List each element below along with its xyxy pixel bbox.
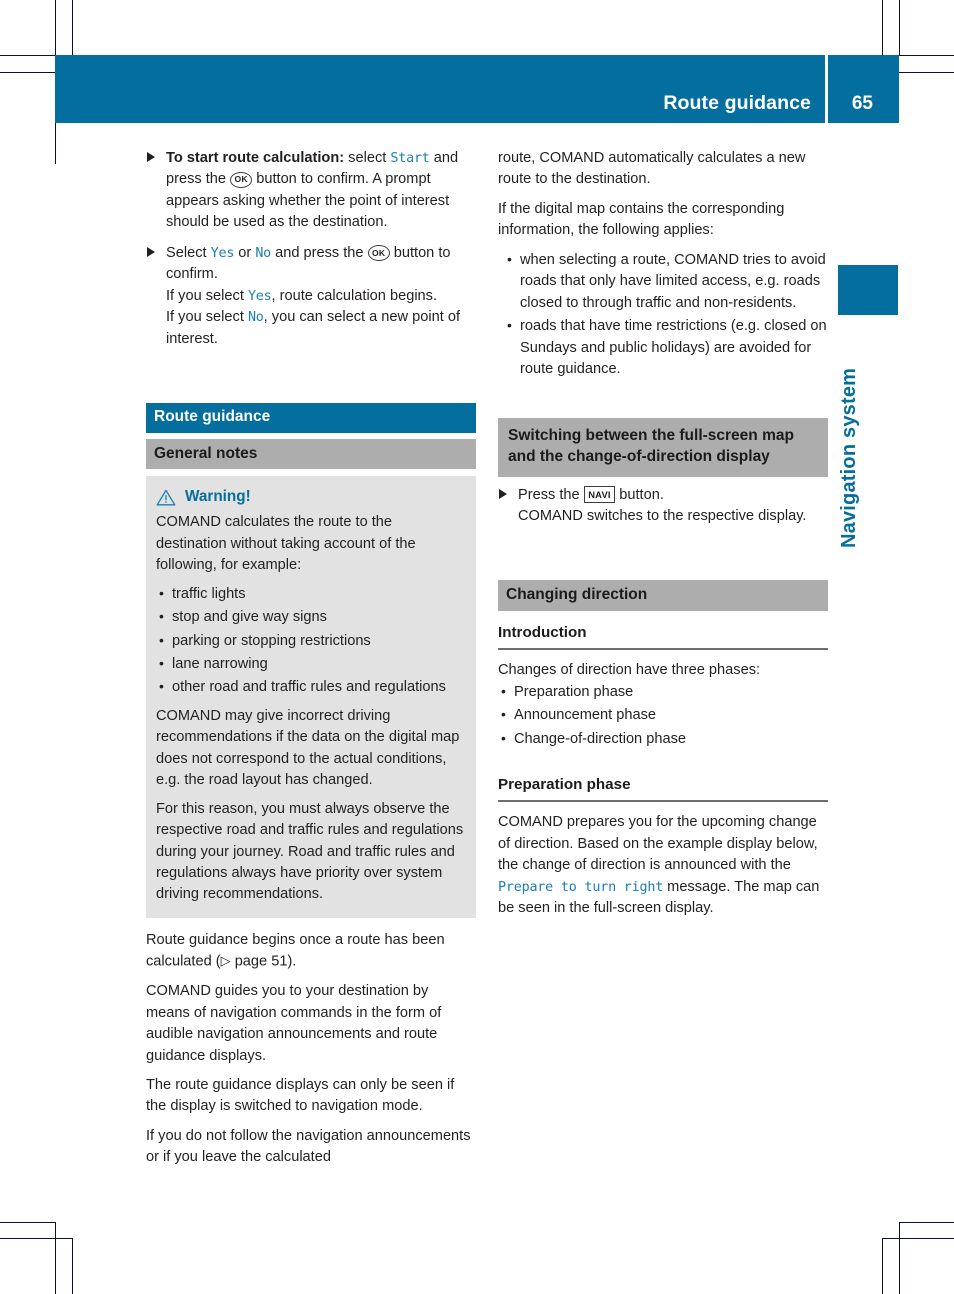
warning-title: Warning!	[185, 487, 251, 505]
warning-exclusion-list	[156, 584, 466, 699]
step2-text-a: Select	[166, 244, 211, 261]
warning-paragraph-3: For this reason, you must always observe the respective road and traffic rules and regulations during your journey. Road and traffic rules and regulations always have priority over system driving recommendations.	[156, 800, 464, 903]
cmd-no-2: No	[247, 310, 264, 326]
warning-heading	[156, 486, 466, 508]
step2-text-b: or	[234, 244, 256, 261]
list-item: • Preparation phase	[498, 682, 828, 703]
step2-text-f: , route calculation begins.	[271, 287, 438, 304]
body-paragraph-1	[146, 930, 476, 973]
page-reference-icon: ▷	[220, 953, 231, 969]
body-p1-b: page 51).	[230, 953, 297, 970]
route-conditions-list	[504, 250, 828, 381]
page-title: Route guidance	[663, 92, 811, 114]
crop-mark-bottom-left-v2	[72, 1238, 73, 1294]
chapter-tab-block	[838, 265, 898, 315]
step-text-c: button to confirm. A prompt appears asking whether the point of interest should be used as the destination.	[166, 171, 450, 231]
step-lead-label: To start route calculation:	[166, 150, 345, 166]
section-spacer	[146, 359, 476, 403]
crop-mark-bottom-left-h1	[0, 1222, 56, 1223]
crop-mark-bottom-left-v1	[55, 1222, 56, 1294]
list-item: • roads that have time restrictions (e.g. closed on Sundays and public holidays) are avoided for route guidance.	[504, 316, 828, 380]
list-item: • when selecting a route, COMAND tries to avoid roads that only have limited access, e.g. roads closed to through traffic and non-residents.	[504, 250, 828, 314]
warning-triangle-icon	[156, 489, 176, 506]
list-item: • other road and traffic rules and regulations	[156, 677, 466, 698]
procedure-step-start-calculation	[146, 148, 476, 234]
navi-step-text-a: Press the	[518, 486, 584, 503]
list-item: • Announcement phase	[498, 705, 828, 726]
crop-mark-bottom-left-h2	[0, 1238, 73, 1239]
cmd-start: Start	[390, 151, 430, 166]
navi-step-text-c: COMAND switches to the respective display.	[518, 508, 807, 525]
sub-heading-preparation-phase: Preparation phase	[498, 774, 828, 802]
step2-text-c: and press the	[271, 244, 368, 261]
section-spacer	[498, 388, 828, 418]
crop-mark-bottom-right-h1	[899, 1222, 954, 1223]
warning-box	[146, 476, 476, 918]
crop-mark-top-right-v2	[899, 0, 900, 56]
preparation-phase-text	[498, 812, 828, 919]
step2-text-d: button to confirm.	[166, 244, 451, 283]
page-number: 65	[851, 93, 873, 114]
section-spacer	[498, 536, 828, 580]
procedure-step-press-navi	[498, 485, 828, 528]
step-triangle-icon	[499, 489, 507, 499]
list-item: • traffic lights	[156, 584, 466, 605]
cmd-yes: Yes	[210, 245, 235, 261]
procedure-step-yes-no	[146, 243, 476, 350]
header-divider	[825, 55, 828, 123]
list-item: • lane narrowing	[156, 654, 466, 675]
body-paragraph-2: COMAND guides you to your destination by means of navigation commands in the form of audible navigation announcements and route guidance displays.	[146, 983, 442, 1064]
crop-mark-bottom-right-h2	[882, 1238, 954, 1239]
intro-text: Changes of direction have three phases:	[498, 662, 761, 679]
crop-mark-top-left-h1	[0, 55, 56, 56]
subsection-heading-general-notes: General notes	[146, 439, 476, 469]
crop-mark-top-right-h1	[899, 55, 954, 56]
sub-heading-introduction: Introduction	[498, 622, 828, 650]
step-text-a: select	[344, 150, 391, 166]
list-item: • stop and give way signs	[156, 607, 466, 628]
crop-mark-top-left-v2	[72, 0, 73, 56]
ok-button-icon: OK	[230, 172, 252, 188]
navi-step-text-b: button.	[615, 486, 664, 503]
right-column	[498, 148, 828, 927]
step2-text-g: If you select	[166, 309, 248, 326]
crop-mark-top-right-h2	[899, 72, 954, 73]
step-triangle-icon	[147, 152, 155, 162]
warning-paragraph-2: COMAND may give incorrect driving recommendations if the data on the digital map does not correspond to the actual conditions, e.g. the road layout has changed.	[156, 707, 460, 789]
warning-intro: COMAND calculates the route to the destination without taking account of the following, for example:	[156, 514, 416, 574]
cmd-yes-2: Yes	[247, 288, 272, 304]
subsection-heading-changing-direction: Changing direction	[498, 580, 828, 610]
cmd-prepare-to-turn-right: Prepare to turn right	[498, 879, 664, 895]
body-p1-a: Route guidance begins once a route has been calculated (	[146, 931, 445, 970]
left-column	[146, 148, 476, 1177]
list-item: • Change-of-direction phase	[498, 729, 828, 750]
right-paragraph-2: If the digital map contains the corresponding information, the following applies:	[498, 200, 785, 239]
phases-list	[498, 682, 828, 750]
step-triangle-icon	[147, 247, 155, 257]
prep-text-b: message. The map can be seen in the full-screen display.	[498, 878, 820, 917]
chapter-tab-label: Navigation system	[838, 367, 860, 548]
crop-mark-bottom-right-v2	[899, 1222, 900, 1294]
step2-text-h: , you can select a new point of interest.	[166, 309, 460, 347]
section-heading-route-guidance: Route guidance	[146, 403, 476, 433]
body-paragraph-4: If you do not follow the navigation announcements or if you leave the calculated	[146, 1127, 471, 1166]
crop-mark-bottom-right-v1	[882, 1238, 883, 1294]
crop-mark-top-right-v1	[882, 0, 883, 56]
ok-button-icon: OK	[368, 245, 390, 261]
prep-text-a: COMAND prepares you for the upcoming change of direction. Based on the example display below, the change of direction is announced with the	[498, 814, 818, 874]
page-header-bar	[55, 55, 899, 123]
subsection-heading-switching-display: Switching between the full-screen map and the change-of-direction display	[498, 418, 828, 476]
navi-button-icon: NAVI	[584, 486, 616, 504]
body-paragraph-3: The route guidance displays can only be seen if the display is switched to navigation mode.	[146, 1076, 455, 1115]
cmd-no: No	[255, 245, 272, 261]
step2-text-e: If you select	[166, 287, 248, 304]
list-item: • parking or stopping restrictions	[156, 631, 466, 652]
step-text-b: and press the	[166, 150, 459, 188]
right-paragraph-1: route, COMAND automatically calculates a new route to the destination.	[498, 150, 806, 188]
